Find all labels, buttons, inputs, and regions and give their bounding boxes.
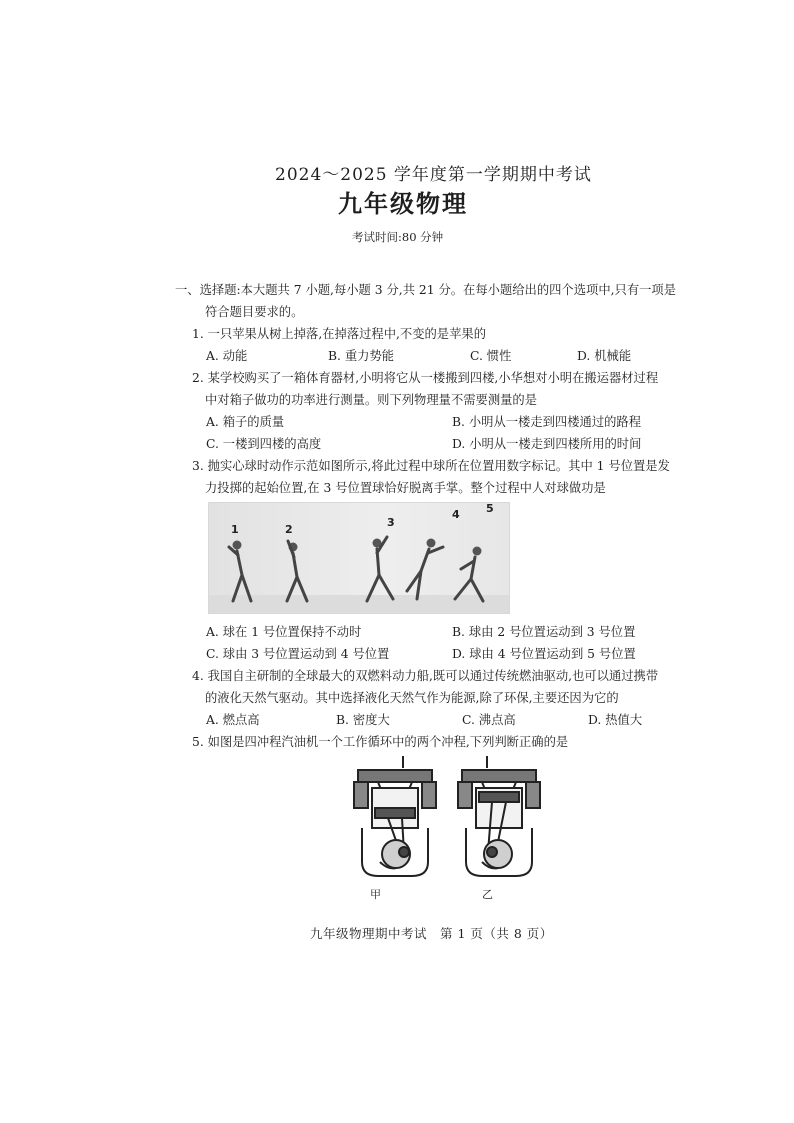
q1-option-b: B. 重力势能	[328, 349, 395, 363]
q3-option-a: A. 球在 1 号位置保持不动时	[206, 625, 362, 639]
ball-label-5: 5	[486, 503, 494, 515]
section-instructions-line-1: 一、选择题:本大题共 7 小题,每小题 3 分,共 21 分。在每小题给出的四个选项中,只有一项是	[175, 283, 677, 297]
q2-option-b: B. 小明从一楼走到四楼通过的路程	[452, 415, 642, 429]
q3-option-d: D. 球由 4 号位置运动到 5 号位置	[452, 647, 636, 661]
q4-option-b: B. 密度大	[336, 713, 390, 727]
engine-label-jia: 甲	[370, 888, 381, 901]
q4-option-a: A. 燃点高	[206, 713, 260, 727]
page-footer: 九年级物理期中考试 第 1 页（共 8 页）	[310, 926, 553, 941]
q2-option-c: C. 一楼到四楼的高度	[206, 437, 322, 451]
q3-option-b: B. 球由 2 号位置运动到 3 号位置	[452, 625, 636, 639]
exam-term-title: 2024～2025 学年度第一学期期中考试	[275, 165, 592, 185]
question-2-stem-line-1: 2. 某学校购买了一箱体育器材,小明将它从一楼搬到四楼,小华想对小明在搬运器材过程	[192, 371, 659, 385]
q1-option-a: A. 动能	[206, 349, 248, 363]
q4-option-d: D. 热值大	[588, 713, 643, 727]
question-3-stem-line-2: 力投掷的起始位置,在 3 号位置球恰好脱离手掌。整个过程中人对球做功是	[205, 481, 606, 495]
ball-label-1: 1	[231, 523, 239, 536]
question-1-stem: 1. 一只苹果从树上掉落,在掉落过程中,不变的是苹果的	[192, 327, 486, 341]
shot-put-sequence-figure	[208, 502, 510, 614]
section-instructions-line-2: 符合题目要求的。	[205, 305, 304, 319]
ball-label-2: 2	[285, 523, 293, 536]
question-2-stem-line-2: 中对箱子做功的功率进行测量。则下列物理量不需要测量的是	[205, 393, 538, 407]
q3-option-c: C. 球由 3 号位置运动到 4 号位置	[206, 647, 390, 661]
q2-option-a: A. 箱子的质量	[206, 415, 285, 429]
q2-option-d: D. 小明从一楼走到四楼所用的时间	[452, 437, 642, 451]
question-4-stem-line-2: 的液化天然气驱动。其中选择液化天然气作为能源,除了环保,主要还因为它的	[205, 691, 619, 705]
ball-label-3: 3	[387, 516, 395, 529]
ball-label-4: 4	[452, 508, 460, 521]
engine-label-yi: 乙	[482, 888, 493, 901]
page-title: 九年级物理	[338, 189, 468, 218]
engine-diagram-jia	[354, 756, 436, 876]
exam-time: 考试时间:80 分钟	[352, 230, 444, 244]
question-5-stem: 5. 如图是四冲程汽油机一个工作循环中的两个冲程,下列判断正确的是	[192, 735, 569, 749]
question-3-stem-line-1: 3. 抛实心球时动作示范如图所示,将此过程中球所在位置用数字标记。其中 1 号位置是发	[192, 459, 670, 473]
question-4-stem-line-1: 4. 我国自主研制的全球最大的双燃料动力船,既可以通过传统燃油驱动,也可以通过携带	[192, 669, 659, 683]
q1-option-d: D. 机械能	[577, 349, 632, 363]
q4-option-c: C. 沸点高	[462, 713, 516, 727]
engine-diagram-yi	[458, 756, 540, 876]
q1-option-c: C. 惯性	[470, 349, 512, 363]
engine-strokes-figure	[348, 752, 548, 902]
